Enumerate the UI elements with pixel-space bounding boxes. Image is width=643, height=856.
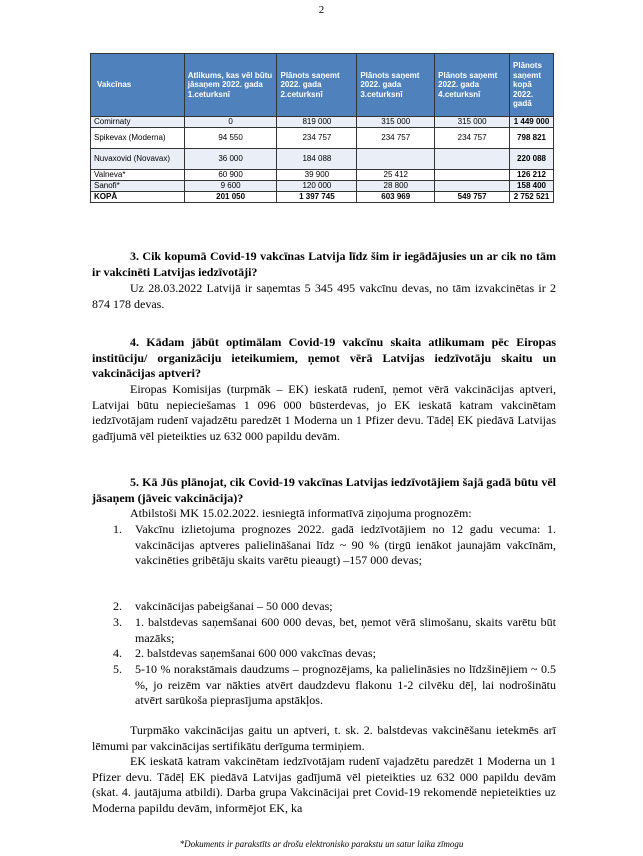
- table-cell: 9 600: [184, 181, 277, 192]
- table-cell: 184 088: [277, 149, 357, 170]
- table-cell: 120 000: [277, 181, 357, 192]
- total-cell: 1 449 000: [510, 117, 554, 128]
- question-3: 3. Cik kopumā Covid-19 vakcīnas Latvija līdz šim ir iegādājusies un ar cik no tām ir vakcinēti Latvijas iedzīvotāji?: [92, 249, 556, 279]
- table-cell: 36 000: [184, 149, 277, 170]
- table-cell: 201 050: [184, 192, 277, 203]
- list-number: 5.: [113, 662, 122, 676]
- vaccine-name: Valneva*: [91, 170, 185, 181]
- list-item: [113, 646, 556, 662]
- list-text: Vakcīnu izlietojuma prognozes 2022. gadā iedzīvotājiem no 12 gadu vecuma: 1. vakcinācijas aptveres palielināšanai līdz ~ 90 % (tirgū ienākot jaunajām vakcīnām, vakcinēties gribētāju skaits varētu pieaugt) –157 000 devas;: [135, 522, 556, 567]
- list-text: 1. balstdevas saņemšanai 600 000 devas, bet, ņemot vērā slimošanu, skaits varētu būt mazāks;: [135, 615, 556, 645]
- table-total-row: [91, 192, 554, 203]
- header-cell: Atlikums, kas vēl būtu jāsaņem 2022. gada 1.ceturksnī: [184, 54, 277, 117]
- total-label: KOPĀ: [91, 192, 185, 203]
- list-item: [113, 599, 556, 615]
- table-cell: 315 000: [435, 117, 510, 128]
- list-number: 2.: [113, 599, 122, 613]
- table-cell: [435, 181, 510, 192]
- paragraph: EK ieskatā katram vakcinētam iedzīvotājam rudenī vajadzētu paredzēt 1 Moderna un 1 Pfizer devu. Tādēļ EK piedāvā Latvijas gadījumā vēl pieteikties uz 632 000 papildu devām (skat. 4. jautājuma atbildi). Darba grupa Vakcinācijai pret Covid-19 rekomendē nepieteikties uz Moderna papildu devām, informējot EK, ka: [92, 754, 556, 815]
- table-cell: [357, 149, 435, 170]
- table-cell: 25 412: [357, 170, 435, 181]
- table-cell: 0: [184, 117, 277, 128]
- total-cell: 2 752 521: [510, 192, 554, 203]
- table-cell: 28 800: [357, 181, 435, 192]
- vaccine-name: Comirnaty: [91, 117, 185, 128]
- table-cell: [435, 170, 510, 181]
- vaccine-name: Spikevax (Moderna): [91, 128, 185, 149]
- list-text: 2. balstdevas saņemšanai 600 000 vakcīnas devas;: [135, 646, 376, 660]
- table-cell: 60 900: [184, 170, 277, 181]
- table-cell: 234 757: [435, 128, 510, 149]
- vaccine-name: Sanofi*: [91, 181, 185, 192]
- signature-footer: *Dokuments ir parakstīts ar drošu elektronisko parakstu un satur laika zīmogu: [179, 839, 464, 849]
- question-5: 5. Kā Jūs plānojat, cik Covid-19 vakcīnas Latvijas iedzīvotājiem šajā gadā būtu vēl jāsaņem (jāveic vakcinācija)?: [92, 475, 556, 505]
- vaccine-table: [90, 53, 554, 203]
- table-row: [91, 149, 554, 170]
- table-header-row: [91, 54, 554, 117]
- header-cell: Plānots saņemt 2022. gada 3.ceturksnī: [357, 54, 435, 117]
- table-cell: 1 397 745: [277, 192, 357, 203]
- table-cell: 315 000: [357, 117, 435, 128]
- list-number: 1.: [113, 522, 122, 536]
- table-row: [91, 117, 554, 128]
- list-text: 5-10 % norakstāmais daudzums – prognozējams, ka palielināsies no līdzšinējiem ~ 0.5 %, jo reizēm var nākties atvērt daudzdevu flakonu 1-2 cilvēku dēļ, lai nodrošinātu atvērt sarūkoša pieprasījuma apstākļos.: [135, 662, 556, 707]
- paragraph: Turpmāko vakcinācijas gaitu un aptveri, t. sk. 2. balstdevas vakcinēšanu ietekmēs arī lēmumi par vakcinācijas sertifikātu derīguma termiņiem.: [92, 723, 556, 753]
- table-cell: 234 757: [357, 128, 435, 149]
- list-text: vakcinācijas pabeigšanai – 50 000 devas;: [135, 599, 333, 613]
- table-row: [91, 170, 554, 181]
- table-cell: 819 000: [277, 117, 357, 128]
- total-cell: 126 212: [510, 170, 554, 181]
- header-cell: Plānots saņemt 2022. gada 2.ceturksnī: [277, 54, 357, 117]
- answer-5-intro: Atbilstoši MK 15.02.2022. iesniegtā informatīvā ziņojuma prognozēm:: [130, 506, 472, 520]
- answer-3: Uz 28.03.2022 Latvijā ir saņemtas 5 345 495 vakcīnu devas, no tām izvakcinētas ir 2 874 178 devas.: [92, 281, 556, 311]
- table-cell: 234 757: [277, 128, 357, 149]
- table-cell: [435, 149, 510, 170]
- question-4: 4. Kādam jābūt optimālam Covid-19 vakcīnu skaita atlikumam pēc Eiropas institūciju/ organizāciju ieteikumiem, ņemot vērā Latvijas iedzīvotāju skaitu un vakcinācijas aptveri?: [92, 335, 556, 380]
- total-cell: 158 400: [510, 181, 554, 192]
- list-item: [113, 662, 556, 709]
- list-number: 3.: [113, 615, 122, 629]
- table-cell: 603 969: [357, 192, 435, 203]
- vaccine-name: Nuvaxovid (Novavax): [91, 149, 185, 170]
- header-cell: Plānots saņemt 2022. gada 4.ceturksnī: [435, 54, 510, 117]
- page-number: 2: [318, 4, 325, 16]
- table-row: [91, 128, 554, 149]
- list-item: [113, 615, 556, 646]
- table-cell: 94 550: [184, 128, 277, 149]
- table-cell: 39 900: [277, 170, 357, 181]
- list-item: [113, 522, 556, 569]
- list-number: 4.: [113, 646, 122, 660]
- table-row: [91, 181, 554, 192]
- header-cell: Plānots saņemt kopā 2022. gadā: [510, 54, 554, 117]
- header-cell: Vakcīnas: [91, 54, 185, 117]
- total-cell: 220 088: [510, 149, 554, 170]
- table-cell: 549 757: [435, 192, 510, 203]
- total-cell: 798 821: [510, 128, 554, 149]
- answer-4: Eiropas Komisijas (turpmāk – EK) ieskatā rudenī, ņemot vērā vakcinācijas aptveri, Latvijai būtu nepieciešamas 1 096 000 būsterdevas, jo EK ieskatā katram vakcinētam iedzīvotājam rudenī vajadzētu paredzēt 1 Moderna un 1 Pfizer devu. Tādēļ EK piedāvā Latvijas gadījumā vēl pieteikties uz 632 000 papildu devām.: [92, 382, 556, 443]
